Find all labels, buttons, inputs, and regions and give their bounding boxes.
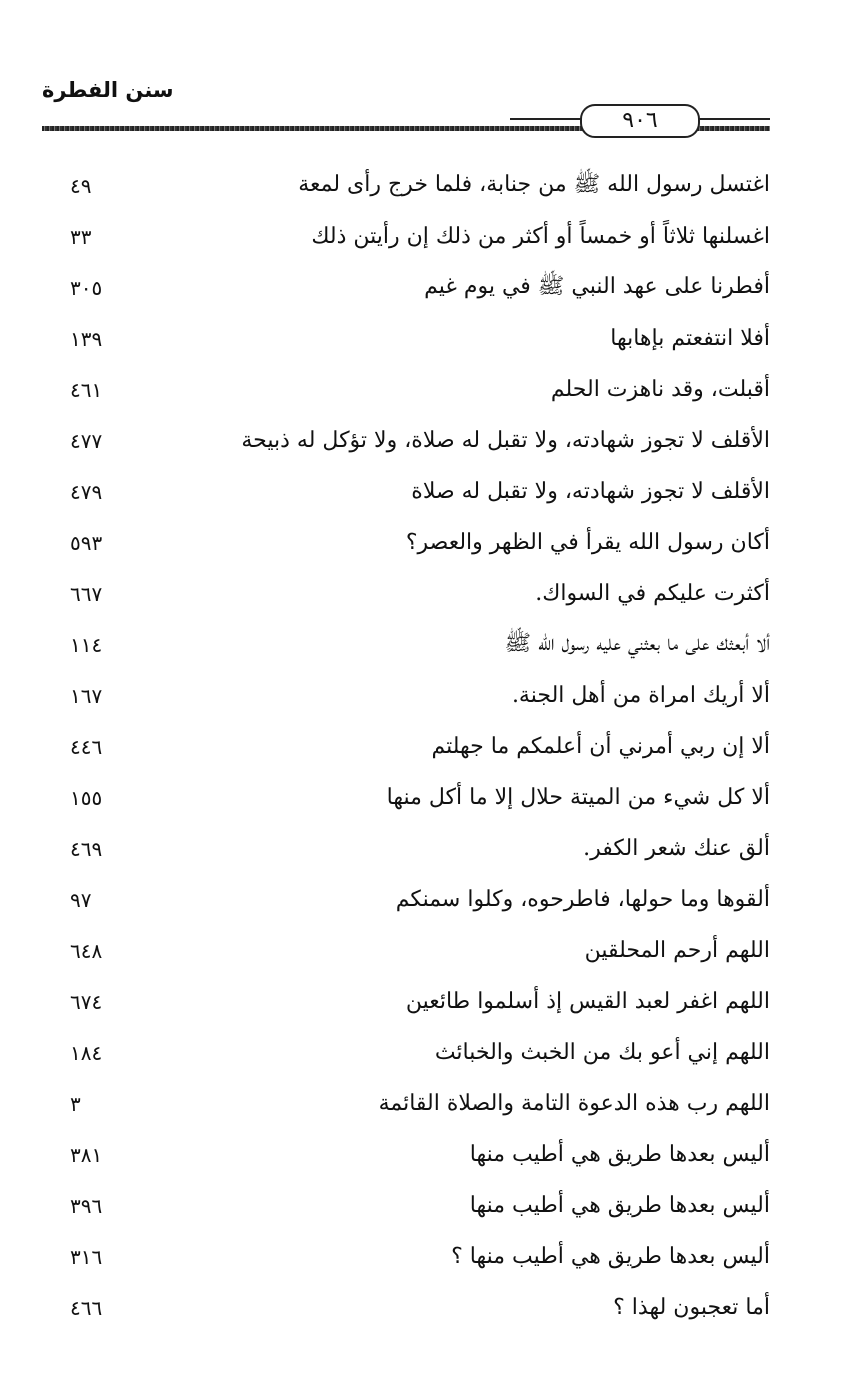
- index-entry: [70, 772, 770, 823]
- index-entry: [70, 619, 770, 670]
- index-entry: [70, 1027, 770, 1078]
- index-entry-text: اغتسل رسول الله ﷺ من جنابة، فلما خرج رأى لمعة: [298, 171, 770, 197]
- index-entry-text: أكان رسول الله يقرأ في الظهر والعصر؟: [405, 530, 770, 555]
- index-entry-text: أليس بعدها طريق هي أطيب منها ؟: [451, 1244, 770, 1269]
- index-entry-text: أليس بعدها طريق هي أطيب منها: [469, 1142, 770, 1167]
- index-entry-text: أكثرت عليكم في السواك.: [535, 581, 770, 606]
- index-entry-text: ألا إن ربي أمرني أن أعلمكم ما جهلتم: [431, 734, 770, 759]
- index-entry-page: ٤٩: [70, 173, 92, 198]
- index-entry-page: ٩٧: [70, 887, 92, 912]
- index-entry-page: ٤٦٦: [70, 1295, 103, 1320]
- index-entry-page: ١٦٧: [70, 683, 103, 708]
- index-entry-page: ٤٦٩: [70, 836, 103, 861]
- index-entry: [70, 823, 770, 874]
- index-entry-page: ١١٤: [70, 632, 103, 657]
- index-entry-text: اللهم رب هذه الدعوة التامة والصلاة القائمة: [378, 1091, 770, 1116]
- index-entry-page: ٤٤٦: [70, 734, 103, 759]
- index-entry-page: ١٣٩: [70, 326, 103, 351]
- index-entry: [70, 211, 770, 262]
- index-entry-page: ٣١٦: [70, 1244, 103, 1269]
- index-entry-text: أقبلت، وقد ناهزت الحلم: [550, 377, 770, 402]
- index-entry-text: اللهم إني أعو بك من الخبث والخبائث: [434, 1040, 770, 1065]
- index-entry: [70, 1129, 770, 1180]
- index-entry-page: ٣٠٥: [70, 275, 103, 300]
- index-entry-page: ٣٩٦: [70, 1193, 103, 1218]
- index-entry-text: أفلا انتفعتم بإهابها: [610, 326, 770, 351]
- index-entry-text: ألقوها وما حولها، فاطرحوه، وكلوا سمنكم: [395, 887, 770, 912]
- index-entry-page: ٥٩٣: [70, 530, 103, 555]
- page-number-badge: ٩٠٦: [580, 104, 700, 138]
- index-entry: [70, 160, 770, 211]
- index-entry: [70, 262, 770, 313]
- hadith-index-list: [70, 160, 770, 1333]
- index-entry-text: اللهم أرحم المحلقين: [584, 938, 770, 963]
- index-entry-page: ٤٧٩: [70, 479, 103, 504]
- index-entry-text: اغسلنها ثلاثاً أو خمساً أو أكثر من ذلك إن رأيتن ذلك: [311, 224, 770, 249]
- index-entry-page: ٣٣: [70, 224, 92, 249]
- index-entry-page: ٤٧٧: [70, 428, 103, 453]
- index-entry: [70, 1282, 770, 1333]
- index-entry: [70, 721, 770, 772]
- index-entry: [70, 517, 770, 568]
- index-entry: [70, 1231, 770, 1282]
- index-entry-text: ألا أريك امراة من أهل الجنة.: [511, 683, 770, 708]
- index-entry: [70, 874, 770, 925]
- index-entry-page: ١٨٤: [70, 1040, 103, 1065]
- index-entry-text: ألا كل شيء من الميتة حلال إلا ما أكل منها: [386, 785, 770, 810]
- index-entry: [70, 568, 770, 619]
- index-entry-text: أما تعجبون لهذا ؟: [613, 1295, 770, 1320]
- index-entry: [70, 466, 770, 517]
- index-entry-text: أفطرنا على عهد النبي ﷺ في يوم غيم: [424, 273, 770, 299]
- index-entry-text: الأقلف لا تجوز شهادته، ولا تقبل له صلاة، ولا تؤكل له ذبيحة: [241, 428, 770, 453]
- index-entry-page: ٦٤٨: [70, 938, 103, 963]
- index-entry-text: الأقلف لا تجوز شهادته، ولا تقبل له صلاة: [411, 479, 770, 504]
- index-entry-page: ٣: [70, 1091, 81, 1116]
- index-entry-text: ألا أبعثك على ما بعثني عليه رسول الله ﷺ: [504, 630, 770, 656]
- index-entry: [70, 313, 770, 364]
- index-entry-page: ٣٨١: [70, 1142, 103, 1167]
- index-entry: [70, 1180, 770, 1231]
- index-entry: [70, 415, 770, 466]
- index-entry-text: اللهم اغفر لعبد القيس إذ أسلموا طائعين: [405, 989, 770, 1014]
- index-entry: [70, 1078, 770, 1129]
- index-entry: [70, 925, 770, 976]
- running-header-title: سنن الفطرة: [42, 78, 174, 102]
- index-entry-page: ٦٧٤: [70, 989, 103, 1014]
- index-entry: [70, 976, 770, 1027]
- index-entry: [70, 670, 770, 721]
- index-entry-page: ١٥٥: [70, 785, 103, 810]
- index-entry-text: أليس بعدها طريق هي أطيب منها: [469, 1193, 770, 1218]
- index-entry-page: ٤٦١: [70, 377, 103, 402]
- index-entry-text: ألق عنك شعر الكفر.: [583, 836, 770, 861]
- index-entry: [70, 364, 770, 415]
- index-entry-page: ٦٦٧: [70, 581, 103, 606]
